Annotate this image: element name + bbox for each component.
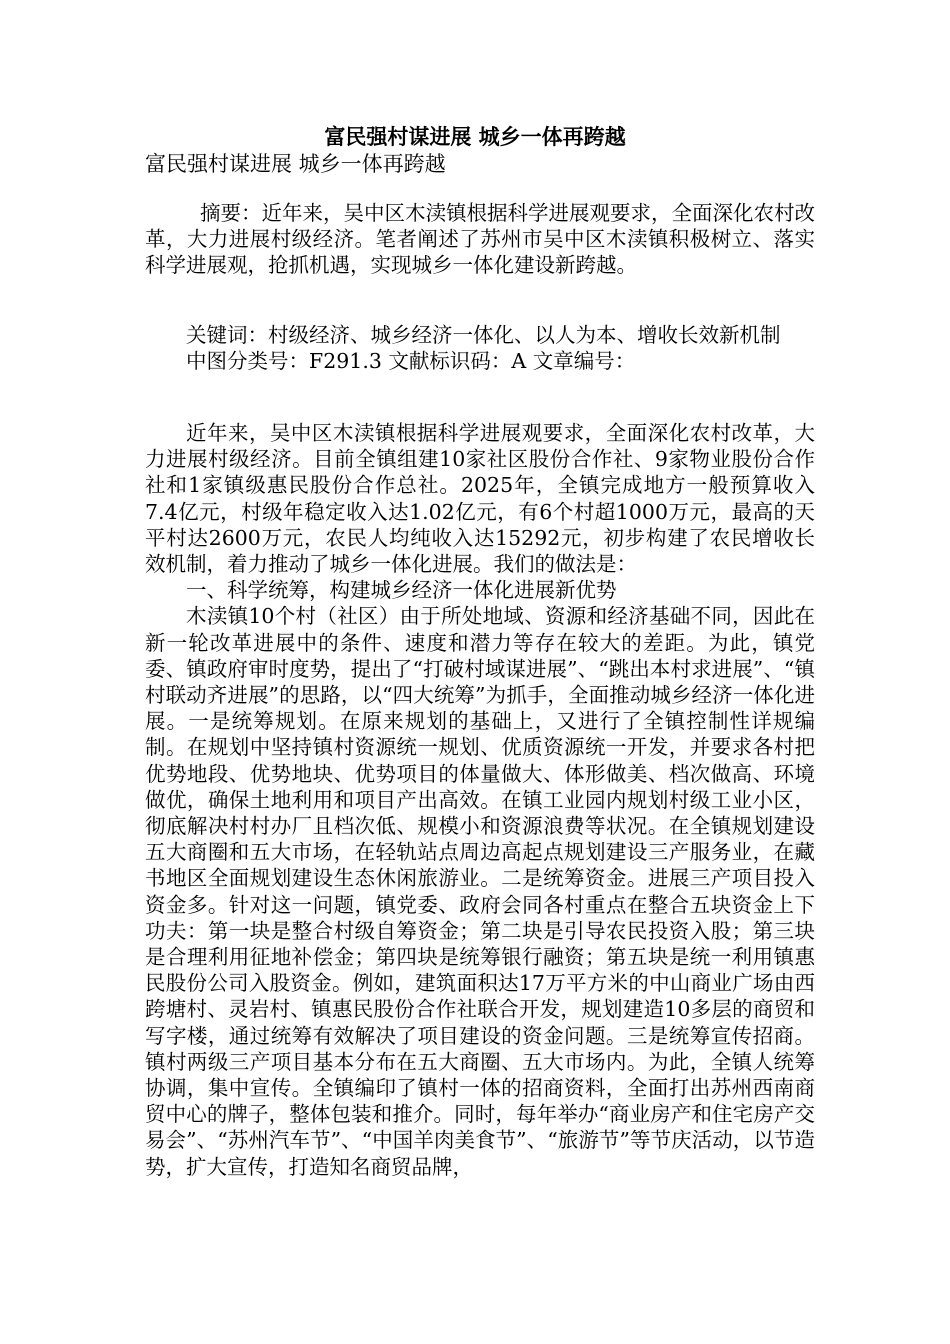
keywords-section xyxy=(145,322,815,374)
body-paragraph: 近年来，吴中区木渎镇根据科学进展观要求，全面深化农村改革，大力进展村级经济。目前全镇组建10家社区股份合作社、9家物业股份合作社和1家镇级惠民股份合作总社。2025年，全镇完成地方一般预算收入7.4亿元，村级年稳定收入达1.02亿元，有6个村超1000万元，最高的天平村达2600万元，农民人均纯收入达15292元，初步构建了农民增收长效机制，着力推动了城乡一体化进展。我们的做法是： xyxy=(145,421,815,577)
document-subtitle: 富民强村谋进展 城乡一体再跨越 xyxy=(145,152,446,176)
abstract-text: 摘要：近年来，吴中区木渎镇根据科学进展观要求，全面深化农村改革，大力进展村级经济。笔者阐述了苏州市吴中区木渎镇积极树立、落实科学进展观，抢抓机遇，实现城乡一体化建设新跨越。 xyxy=(145,201,815,278)
section-heading: 一、科学统筹，构建城乡经济一体化进展新优势 xyxy=(186,578,617,603)
abstract-section xyxy=(145,200,815,279)
classification-text: 中图分类号：F291.3 文献标识码：A 文章编号： xyxy=(186,349,636,374)
body-paragraph: 木渎镇10个村（社区）由于所处地域、资源和经济基础不同，因此在新一轮改革进展中的条件、速度和潜力等存在较大的差距。为此，镇党委、镇政府审时度势，提出了“打破村域谋进展”、“跳出本村求进展”、“镇村联动齐进展”的思路，以“四大统筹”为抓手，全面推动城乡经济一体化进展。一是统筹规划。在原来规划的基础上，又进行了全镇控制性详规编制。在规划中坚持镇村资源统一规划、优质资源统一开发，并要求各村把优势地段、优势地块、优势项目的体量做大、体形做美、档次做高、环境做优，确保土地利用和项目产出高效。在镇工业园内规划村级工业小区，彻底解决村村办厂且档次低、规模小和资源浪费等状况。在全镇规划建设五大商圈和五大市场，在轻轨站点周边高起点规划建设三产服务业，在藏书地区全面规划建设生态休闲旅游业。二是统筹资金。进展三产项目投入资金多。针对这一问题，镇党委、政府会同各村重点在整合五块资金上下功夫：第一块是整合村级自筹资金；第二块是引导农民投资入股；第三块是合理利用征地补偿金；第四块是统筹银行融资；第五块是统一利用镇惠民股份公司入股资金。例如，建筑面积达17万平方米的中山商业广场由西跨塘村、灵岩村、镇惠民股份合作社联合开发，规划建造10多层的商贸和写字楼，通过统筹有效解决了项目建设的资金问题。三是统筹宣传招商。镇村两级三产项目基本分布在五大商圈、五大市场内。为此，全镇人统筹协调，集中宣传。全镇编印了镇村一体的招商资料，全面打出苏州西南商贸中心的牌子，整体包装和推介。同时，每年举办“商业房产和住宅房产交易会”、“苏州汽车节”、“中国羊肉美食节”、“旅游节”等节庆活动，以节造势，扩大宣传，打造知名商贸品牌， xyxy=(145,604,815,1179)
body-section xyxy=(145,420,815,1180)
document-title: 富民强村谋进展 城乡一体再跨越 xyxy=(324,124,626,149)
keywords-text: 关键词：村级经济、城乡经济一体化、以人为本、增收长效新机制 xyxy=(186,323,781,347)
